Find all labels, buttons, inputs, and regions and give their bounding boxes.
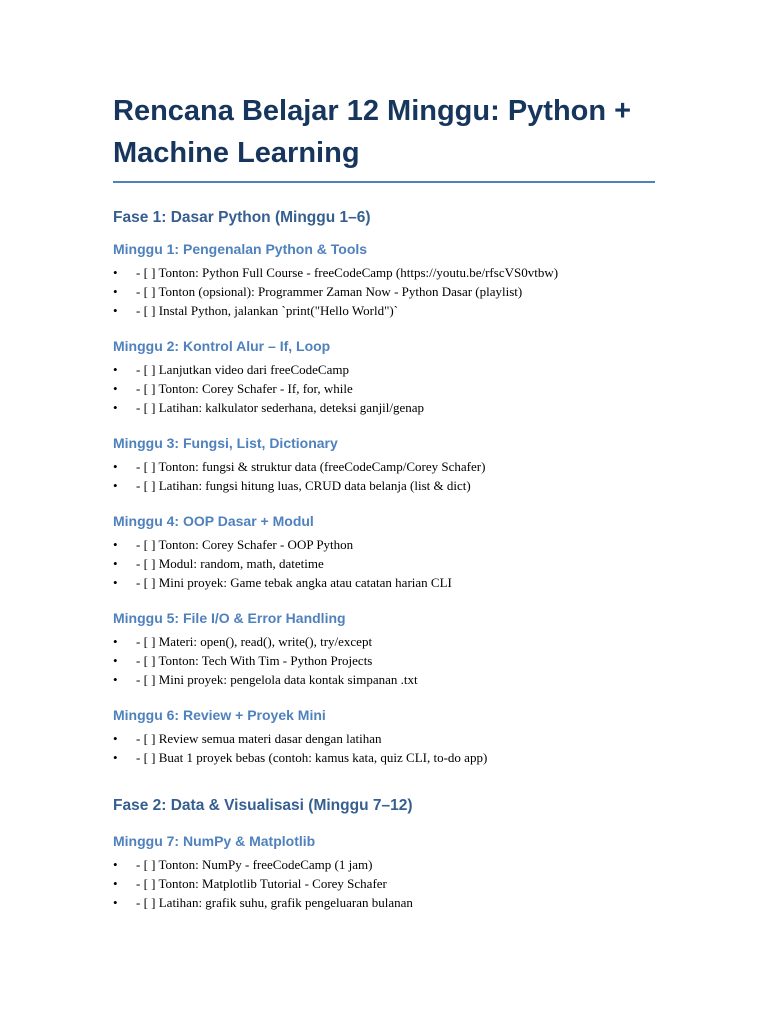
week-title: Minggu 2: Kontrol Alur – If, Loop bbox=[113, 338, 331, 354]
task-item bbox=[113, 379, 655, 398]
bullet-icon: • bbox=[113, 575, 118, 590]
bullet-icon: • bbox=[113, 284, 118, 299]
bullet-icon: • bbox=[113, 478, 118, 493]
task-item bbox=[113, 301, 655, 320]
document-page bbox=[113, 90, 655, 912]
week-1-section bbox=[113, 239, 655, 320]
task-text: - [ ] Instal Python, jalankan `print("Hello World")` bbox=[136, 303, 399, 318]
task-item bbox=[113, 554, 655, 573]
bullet-icon: • bbox=[113, 303, 118, 318]
bullet-icon: • bbox=[113, 265, 118, 280]
bullet-icon: • bbox=[113, 537, 118, 552]
task-text: - [ ] Latihan: grafik suhu, grafik pengeluaran bulanan bbox=[136, 895, 413, 910]
week-title: Minggu 1: Pengenalan Python & Tools bbox=[113, 241, 368, 257]
task-text: - [ ] Tonton: Tech With Tim - Python Projects bbox=[136, 653, 373, 668]
task-item bbox=[113, 670, 655, 689]
week-title: Minggu 3: Fungsi, List, Dictionary bbox=[113, 435, 338, 451]
task-item bbox=[113, 632, 655, 651]
task-list bbox=[113, 457, 655, 495]
task-text: - [ ] Review semua materi dasar dengan latihan bbox=[136, 731, 382, 746]
task-list bbox=[113, 632, 655, 689]
bullet-icon: • bbox=[113, 750, 118, 765]
bullet-icon: • bbox=[113, 400, 118, 415]
task-item bbox=[113, 893, 655, 912]
task-text: - [ ] Tonton (opsional): Programmer Zaman Now - Python Dasar (playlist) bbox=[136, 284, 523, 299]
task-item bbox=[113, 457, 655, 476]
task-text: - [ ] Mini proyek: pengelola data kontak simpanan .txt bbox=[136, 672, 418, 687]
task-item bbox=[113, 398, 655, 417]
week-5-section bbox=[113, 608, 655, 689]
phase-title: Fase 2: Data & Visualisasi (Minggu 7–12) bbox=[113, 797, 413, 814]
week-2-section bbox=[113, 336, 655, 417]
document-title: Rencana Belajar 12 Minggu: Python + Machine Learning bbox=[113, 90, 655, 183]
task-item bbox=[113, 282, 655, 301]
task-text: - [ ] Tonton: NumPy - freeCodeCamp (1 jam) bbox=[136, 857, 373, 872]
task-item bbox=[113, 651, 655, 670]
week-6-section bbox=[113, 705, 655, 767]
task-item bbox=[113, 476, 655, 495]
week-7-section bbox=[113, 831, 655, 912]
week-3-section bbox=[113, 433, 655, 495]
task-list bbox=[113, 263, 655, 320]
task-item bbox=[113, 748, 655, 767]
task-text: - [ ] Tonton: Matplotlib Tutorial - Corey Schafer bbox=[136, 876, 387, 891]
task-text: - [ ] Buat 1 proyek bebas (contoh: kamus kata, quiz CLI, to-do app) bbox=[136, 750, 488, 765]
week-title: Minggu 7: NumPy & Matplotlib bbox=[113, 833, 316, 849]
bullet-icon: • bbox=[113, 459, 118, 474]
task-item bbox=[113, 535, 655, 554]
task-text: - [ ] Mini proyek: Game tebak angka atau catatan harian CLI bbox=[136, 575, 452, 590]
task-item bbox=[113, 263, 655, 282]
task-text: - [ ] Modul: random, math, datetime bbox=[136, 556, 324, 571]
task-text: - [ ] Latihan: kalkulator sederhana, deteksi ganjil/genap bbox=[136, 400, 425, 415]
phase-2-section bbox=[113, 797, 655, 912]
task-list bbox=[113, 855, 655, 912]
task-list bbox=[113, 729, 655, 767]
task-item bbox=[113, 360, 655, 379]
task-item bbox=[113, 874, 655, 893]
task-item bbox=[113, 855, 655, 874]
phase-title: Fase 1: Dasar Python (Minggu 1–6) bbox=[113, 209, 371, 226]
bullet-icon: • bbox=[113, 381, 118, 396]
week-title: Minggu 6: Review + Proyek Mini bbox=[113, 707, 326, 723]
task-item bbox=[113, 729, 655, 748]
week-title: Minggu 4: OOP Dasar + Modul bbox=[113, 513, 314, 529]
task-text: - [ ] Latihan: fungsi hitung luas, CRUD data belanja (list & dict) bbox=[136, 478, 471, 493]
bullet-icon: • bbox=[113, 876, 118, 891]
bullet-icon: • bbox=[113, 672, 118, 687]
bullet-icon: • bbox=[113, 362, 118, 377]
task-text: - [ ] Lanjutkan video dari freeCodeCamp bbox=[136, 362, 349, 377]
task-text: - [ ] Tonton: fungsi & struktur data (freeCodeCamp/Corey Schafer) bbox=[136, 459, 486, 474]
bullet-icon: • bbox=[113, 895, 118, 910]
task-list bbox=[113, 535, 655, 592]
task-text: - [ ] Tonton: Corey Schafer - OOP Python bbox=[136, 537, 354, 552]
task-text: - [ ] Tonton: Python Full Course - freeCodeCamp (https://youtu.be/rfscVS0vtbw) bbox=[136, 265, 559, 280]
bullet-icon: • bbox=[113, 653, 118, 668]
bullet-icon: • bbox=[113, 556, 118, 571]
phase-1-section bbox=[113, 209, 655, 767]
task-item bbox=[113, 573, 655, 592]
bullet-icon: • bbox=[113, 731, 118, 746]
task-list bbox=[113, 360, 655, 417]
task-text: - [ ] Materi: open(), read(), write(), try/except bbox=[136, 634, 373, 649]
bullet-icon: • bbox=[113, 857, 118, 872]
task-text: - [ ] Tonton: Corey Schafer - If, for, while bbox=[136, 381, 353, 396]
week-title: Minggu 5: File I/O & Error Handling bbox=[113, 610, 346, 626]
bullet-icon: • bbox=[113, 634, 118, 649]
week-4-section bbox=[113, 511, 655, 592]
